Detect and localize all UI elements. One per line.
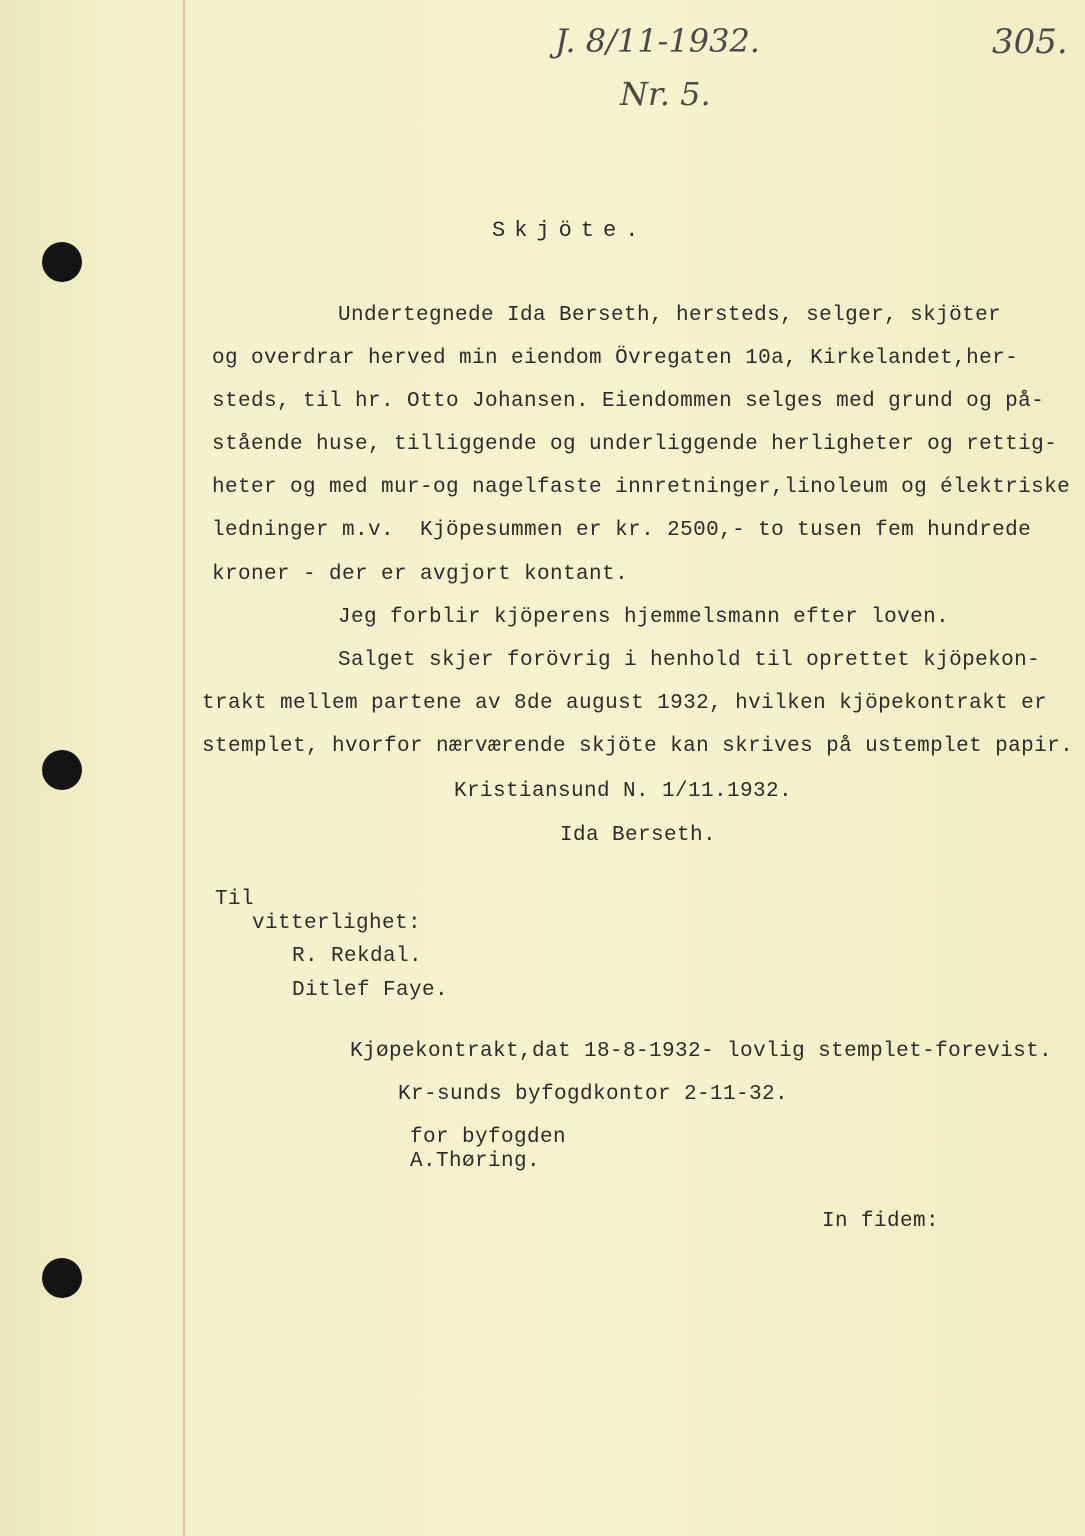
body-line: trakt mellem partene av 8de august 1932, hvilken kjöpekontrakt er: [202, 692, 1048, 715]
closing-text: In fidem:: [822, 1210, 940, 1233]
body-line: kroner - der er avgjort kontant.: [212, 563, 629, 586]
official-line: A.Thøring.: [410, 1150, 541, 1173]
margin-rule: [183, 0, 185, 1536]
body-line: stående huse, tilliggende og underliggende herligheter og rettig-: [212, 433, 1058, 456]
body-line: heter og med mur-og nagelfaste innretninger,linoleum og élektriske: [212, 476, 1071, 499]
witness-label: Til: [215, 888, 255, 911]
seller-signature: Ida Berseth.: [560, 824, 717, 847]
handwritten-number: Nr. 5.: [620, 75, 711, 113]
document-title: Skjöte.: [492, 218, 648, 243]
punch-hole-bottom: [42, 1258, 82, 1298]
handwritten-date: J. 8/11-1932.: [555, 22, 760, 60]
stamp-line: Kjøpekontrakt,dat 18-8-1932- lovlig stemplet-forevist.: [350, 1040, 1053, 1063]
place-date: Kristiansund N. 1/11.1932.: [454, 780, 793, 803]
witness-label: vitterlighet:: [252, 912, 422, 935]
body-line: stemplet, hvorfor nærværende skjöte kan skrives på ustemplet papir.: [202, 735, 1074, 758]
page-number: 305.: [992, 22, 1068, 62]
body-line: Undertegnede Ida Berseth, hersteds, selger, skjöter: [338, 304, 1002, 327]
body-line: ledninger m.v. Kjöpesummen er kr. 2500,- to tusen fem hundrede: [212, 519, 1032, 542]
punch-hole-top: [42, 242, 82, 282]
punch-hole-middle: [42, 750, 82, 790]
witness-name: Ditlef Faye.: [292, 979, 449, 1002]
body-line: og overdrar herved min eiendom Övregaten 10a, Kirkelandet,her-: [212, 347, 1019, 370]
body-line: Salget skjer forövrig i henhold til oprettet kjöpekon-: [338, 649, 1041, 672]
stamp-line: Kr-sunds byfogdkontor 2-11-32.: [398, 1083, 789, 1106]
body-line: steds, til hr. Otto Johansen. Eiendommen selges med grund og på-: [212, 390, 1045, 413]
official-line: for byfogden: [410, 1126, 567, 1149]
witness-name: R. Rekdal.: [292, 945, 423, 968]
body-line: Jeg forblir kjöperens hjemmelsmann efter loven.: [338, 606, 950, 629]
